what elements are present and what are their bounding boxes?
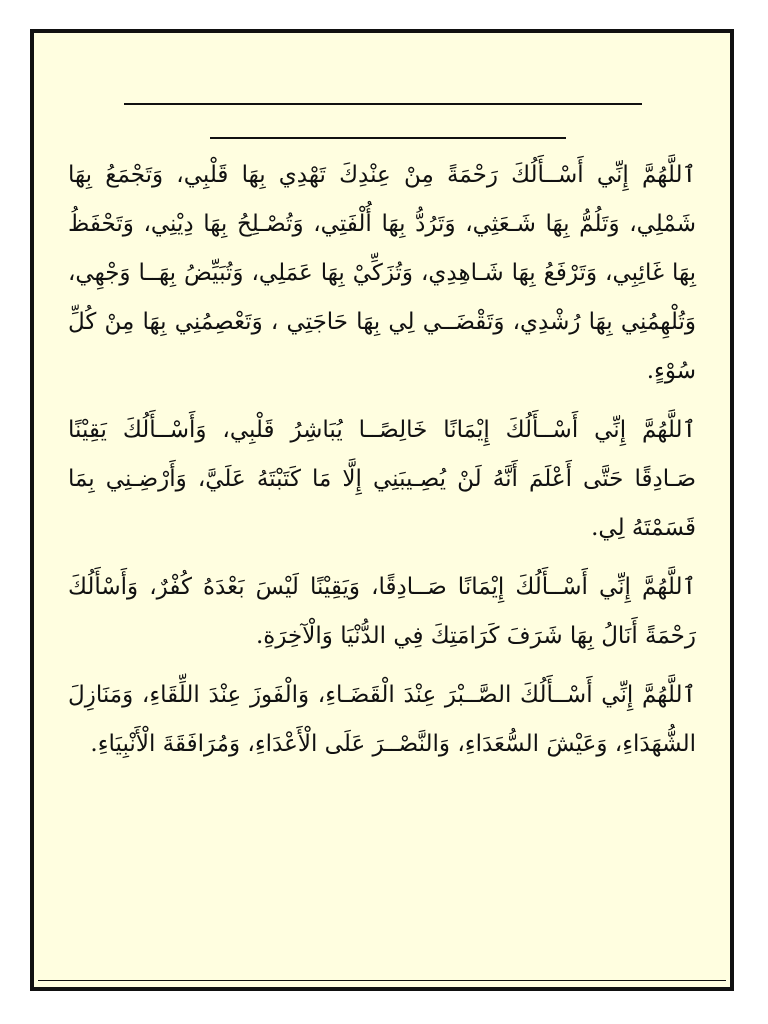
prayer-paragraph-3: ٱللَّهُمَّ إِنِّي أَسْــأَلُكَ إِيْمَانًا صَــادِقًا، وَيَقِيْنًا لَيْسَ بَعْدَهُ كُفْرٌ، وَأَسْأَلُكَ رَحْمَةً أَنَالُ بِهَا شَرَفَ كَرَامَتِكَ فِي الدُّنْيَا وَالْآخِرَةِ. <box>68 574 696 649</box>
document-page <box>30 29 734 991</box>
prayer-paragraph-1: ٱللَّهُمَّ إِنِّي أَسْــأَلُكَ رَحْمَةً مِنْ عِنْدِكَ تَهْدِي بِهَا قَلْبِي، وَتَجْمَعُ بِهَا شَمْلِي، وَتَلُمُّ بِهَا شَـعَثِي، وَتَرُدُّ بِهَا أُلْفَتِي، وَتُصْـلِحُ بِهَا دِيْنِي، وَتَحْفَظُ بِهَا غَائِبِي، وَتَرْفَعُ بِهَا شَـاهِدِي، وَتُزَكِّيْ بِهَا عَمَلِي، وَتُبَيِّضُ بِهَــا وَجْهِي، وَتُلْهِمُنِي بِهَا رُشْدِي، وَتَقْضَــي لِي بِهَا حَاجَتِي ، وَتَعْصِمُنِي بِهَا مِنْ كُلِّ سُوْءٍ. <box>68 162 696 384</box>
header-rule-top <box>124 103 642 105</box>
footer-rule <box>38 980 726 981</box>
prayer-paragraph-2: ٱللَّهُمَّ إِنِّي أَسْــأَلُكَ إِيْمَانًا خَالِصًــا يُبَاشِرُ قَلْبِي، وَأَسْــأَلُكَ يَقِيْنًا صَـادِقًا حَتَّى أَعْلَمَ أَنَّهُ لَنْ يُصِـيبَنِي إِلَّا مَا كَتَبْتَهُ عَلَيَّ، وَأَرْضِـنِي بِمَا قَسَمْتَهُ لِي. <box>68 417 696 541</box>
prayer-text <box>68 151 696 779</box>
prayer-paragraph-4: ٱللَّهُمَّ إِنِّي أَسْــأَلُكَ الصَّــبْرَ عِنْدَ الْقَضَـاءِ، وَالْفَوزَ عِنْدَ اللِّقَاءِ، وَمَنَازِلَ الشُّهَدَاءِ، وَعَيْشَ السُّعَدَاءِ، وَالنَّصْــرَ عَلَى الْأَعْدَاءِ، وَمُرَافَقَةَ الْأَنْبِيَاءِ. <box>68 682 696 757</box>
header-rule-bottom <box>210 137 566 139</box>
